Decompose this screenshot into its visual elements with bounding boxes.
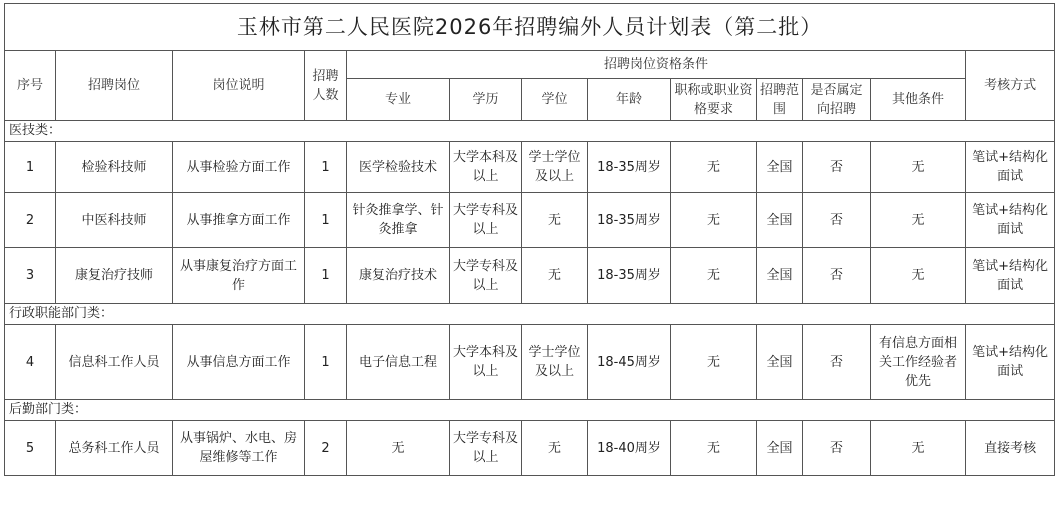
header-assessment: 考核方式 <box>966 51 1055 121</box>
table-title: 玉林市第二人民医院2026年招聘编外人员计划表（第二批） <box>5 4 1055 51</box>
cell-major: 电子信息工程 <box>347 325 450 400</box>
cell-count: 1 <box>305 193 347 248</box>
category-row <box>5 304 1055 325</box>
header-description: 岗位说明 <box>173 51 305 121</box>
cell-assessment: 笔试+结构化面试 <box>966 248 1055 304</box>
cell-title-requirement: 无 <box>671 325 757 400</box>
cell-scope: 全国 <box>757 325 803 400</box>
category-row <box>5 121 1055 142</box>
cell-major: 康复治疗技术 <box>347 248 450 304</box>
cell-degree: 无 <box>522 248 588 304</box>
cell-description: 从事信息方面工作 <box>173 325 305 400</box>
cell-assessment: 直接考核 <box>966 421 1055 476</box>
recruitment-plan-table <box>4 3 1055 476</box>
cell-position: 康复治疗技师 <box>56 248 173 304</box>
cell-assessment: 笔试+结构化面试 <box>966 325 1055 400</box>
cell-other: 无 <box>871 421 966 476</box>
cell-targeted: 否 <box>803 142 871 193</box>
cell-targeted: 否 <box>803 193 871 248</box>
cell-assessment: 笔试+结构化面试 <box>966 142 1055 193</box>
cell-title-requirement: 无 <box>671 421 757 476</box>
category-label: 医技类： <box>5 121 1055 142</box>
header-title-requirement: 职称或职业资格要求 <box>671 79 757 121</box>
cell-other: 无 <box>871 193 966 248</box>
cell-education: 大学本科及以上 <box>450 142 522 193</box>
cell-education: 大学本科及以上 <box>450 325 522 400</box>
cell-age: 18-35周岁 <box>588 248 671 304</box>
cell-seq: 2 <box>5 193 56 248</box>
cell-position: 中医科技师 <box>56 193 173 248</box>
cell-seq: 4 <box>5 325 56 400</box>
cell-seq: 1 <box>5 142 56 193</box>
category-row <box>5 400 1055 421</box>
cell-description: 从事推拿方面工作 <box>173 193 305 248</box>
header-targeted: 是否属定向招聘 <box>803 79 871 121</box>
cell-education: 大学专科及以上 <box>450 248 522 304</box>
cell-other: 有信息方面相关工作经验者优先 <box>871 325 966 400</box>
cell-seq: 5 <box>5 421 56 476</box>
category-label: 后勤部门类： <box>5 400 1055 421</box>
cell-description: 从事康复治疗方面工作 <box>173 248 305 304</box>
cell-count: 1 <box>305 248 347 304</box>
cell-other: 无 <box>871 248 966 304</box>
category-label: 行政职能部门类： <box>5 304 1055 325</box>
header-education: 学历 <box>450 79 522 121</box>
cell-age: 18-40周岁 <box>588 421 671 476</box>
cell-scope: 全国 <box>757 193 803 248</box>
header-major: 专业 <box>347 79 450 121</box>
table-row <box>5 142 1055 193</box>
cell-seq: 3 <box>5 248 56 304</box>
cell-degree: 无 <box>522 421 588 476</box>
cell-position: 检验科技师 <box>56 142 173 193</box>
cell-assessment: 笔试+结构化面试 <box>966 193 1055 248</box>
table-row <box>5 421 1055 476</box>
cell-position: 信息科工作人员 <box>56 325 173 400</box>
table-row <box>5 193 1055 248</box>
cell-title-requirement: 无 <box>671 193 757 248</box>
header-scope: 招聘范围 <box>757 79 803 121</box>
cell-description: 从事检验方面工作 <box>173 142 305 193</box>
header-degree: 学位 <box>522 79 588 121</box>
cell-title-requirement: 无 <box>671 248 757 304</box>
header-count: 招聘人数 <box>305 51 347 121</box>
cell-major: 无 <box>347 421 450 476</box>
header-other: 其他条件 <box>871 79 966 121</box>
cell-scope: 全国 <box>757 248 803 304</box>
header-position: 招聘岗位 <box>56 51 173 121</box>
cell-age: 18-45周岁 <box>588 325 671 400</box>
cell-degree: 学士学位及以上 <box>522 142 588 193</box>
cell-description: 从事锅炉、水电、房屋维修等工作 <box>173 421 305 476</box>
cell-age: 18-35周岁 <box>588 193 671 248</box>
cell-targeted: 否 <box>803 248 871 304</box>
table-row <box>5 325 1055 400</box>
cell-title-requirement: 无 <box>671 142 757 193</box>
cell-scope: 全国 <box>757 421 803 476</box>
header-qualifications: 招聘岗位资格条件 <box>347 51 966 79</box>
cell-count: 1 <box>305 325 347 400</box>
header-age: 年龄 <box>588 79 671 121</box>
cell-position: 总务科工作人员 <box>56 421 173 476</box>
cell-age: 18-35周岁 <box>588 142 671 193</box>
cell-major: 针灸推拿学、针灸推拿 <box>347 193 450 248</box>
cell-targeted: 否 <box>803 325 871 400</box>
cell-major: 医学检验技术 <box>347 142 450 193</box>
cell-degree: 无 <box>522 193 588 248</box>
cell-other: 无 <box>871 142 966 193</box>
cell-count: 1 <box>305 142 347 193</box>
header-seq: 序号 <box>5 51 56 121</box>
cell-education: 大学专科及以上 <box>450 421 522 476</box>
cell-count: 2 <box>305 421 347 476</box>
cell-scope: 全国 <box>757 142 803 193</box>
table-row <box>5 248 1055 304</box>
cell-education: 大学专科及以上 <box>450 193 522 248</box>
cell-degree: 学士学位及以上 <box>522 325 588 400</box>
cell-targeted: 否 <box>803 421 871 476</box>
